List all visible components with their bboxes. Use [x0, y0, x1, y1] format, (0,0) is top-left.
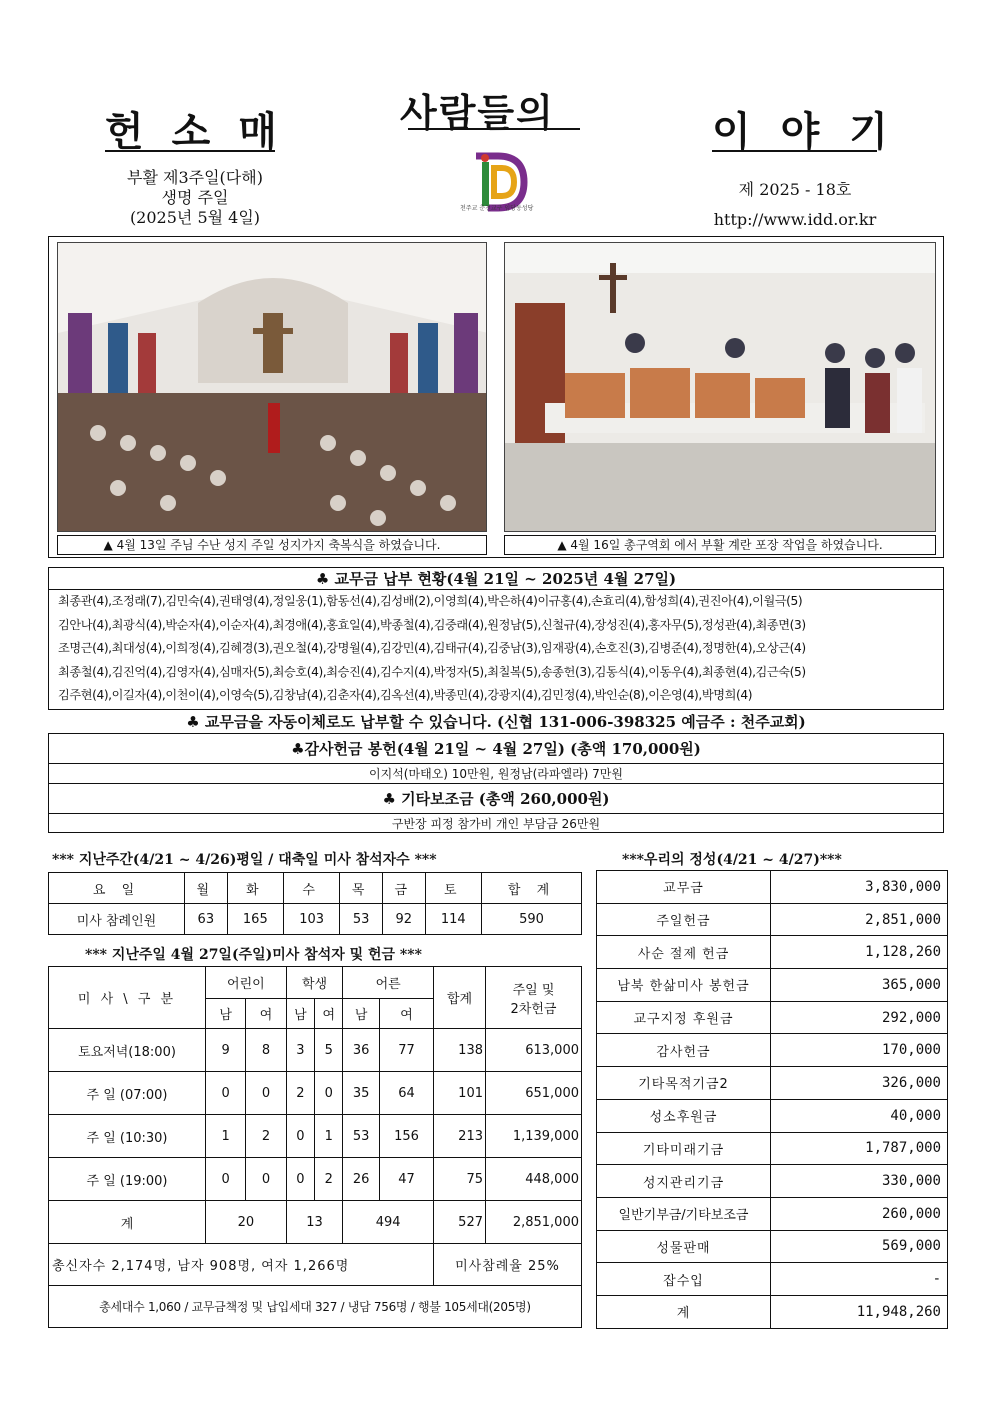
weekday-title: *** 지난주간(4/21 ~ 4/26)평일 / 대축일 미사 참석자수 ***	[52, 852, 437, 868]
table-row	[49, 1201, 582, 1244]
etc-subsidy-title: ♣ 기타보조금 (총액 260,000원)	[49, 784, 943, 814]
count-cell: 0	[206, 1072, 246, 1115]
count-cell: 0	[286, 1158, 314, 1201]
offering-amount: 365,000	[771, 969, 948, 1002]
offerings-table	[596, 870, 948, 1329]
count-cell: 47	[380, 1158, 434, 1201]
dues-line: 최종관(4),조정래(7),김민숙(4),권태영(4),정일웅(1),함동선(4),김성배(2),이영희(4),박은하(4)이규홍(4),손효리(4),함성희(4),권진아(4),이월극(5)	[58, 594, 803, 608]
masthead-left-title: 헌소매	[105, 108, 305, 155]
offering-header-line: 2차헌금	[510, 1001, 557, 1017]
dues-line: 조명근(4),최대성(4),이희정(4),김혜경(3),권오철(4),강명월(4),김강민(4),김태규(4),김중남(3),임재광(4),손호진(3),김병준(4),정명한(4),오상근(4)	[58, 641, 806, 655]
header-cell: 목	[340, 873, 383, 904]
mass-name: 주 일 (10:30)	[49, 1115, 206, 1158]
total-cell: 75	[434, 1158, 486, 1201]
total-cell: 138	[434, 1029, 486, 1072]
header-cell: 화	[227, 873, 283, 904]
offering-amount: 260,000	[771, 1197, 948, 1230]
offering-item: 잡수입	[597, 1263, 771, 1296]
count-cell: 0	[315, 1072, 343, 1115]
offering-cell: 613,000	[486, 1029, 582, 1072]
value-cell: 53	[340, 904, 383, 935]
count-cell: 26	[343, 1158, 380, 1201]
value-cell: 92	[382, 904, 425, 935]
count-cell: 0	[286, 1115, 314, 1158]
count-cell: 9	[206, 1029, 246, 1072]
dues-line: 김주현(4),이길자(4),이천이(4),이영숙(5),김창남(4),김춘자(4),김옥선(4),박종민(4),강광지(4),김민정(4),박인순(8),이은영(4),박명희(4)	[58, 688, 753, 702]
offering-header	[486, 967, 582, 1029]
table-row	[49, 1244, 582, 1286]
offering-item: 성지관리기금	[597, 1165, 771, 1198]
mass-name: 주 일 (07:00)	[49, 1072, 206, 1115]
offering-header-line: 주일 및	[512, 982, 555, 998]
photo-panel	[48, 236, 944, 558]
title-underline	[105, 150, 275, 152]
count-cell: 53	[343, 1115, 380, 1158]
thanks-offering-box	[48, 733, 944, 833]
egg-packing-photo	[504, 242, 936, 532]
table-row	[597, 1263, 948, 1296]
auto-transfer-note: ♣ 교무금을 자동이체로도 납부할 수 있습니다. (신협 131-006-398325 예금주 : 천주교회)	[186, 713, 806, 731]
parish-logo	[458, 148, 542, 212]
offering-amount: 1,787,000	[771, 1132, 948, 1165]
count-cell: 36	[343, 1029, 380, 1072]
count-cell: 2	[246, 1115, 286, 1158]
dues-title: ♣ 교무금 납부 현황(4월 21일 ~ 2025년 4월 27일)	[49, 568, 943, 590]
female-header: 여	[315, 999, 343, 1029]
header-cell: 요 일	[49, 873, 185, 904]
offering-amount: 1,128,260	[771, 936, 948, 969]
masthead-right-title: 이야기	[712, 108, 918, 155]
offering-amount: 3,830,000	[771, 871, 948, 904]
header-cell: 수	[283, 873, 339, 904]
table-row	[49, 1115, 582, 1158]
male-header: 남	[286, 999, 314, 1029]
offering-amount: 292,000	[771, 1001, 948, 1034]
count-cell: 2	[286, 1072, 314, 1115]
offering-item: 일반기부금/기타보조금	[597, 1197, 771, 1230]
value-cell: 165	[227, 904, 283, 935]
header-cell: 합 계	[482, 873, 582, 904]
offering-cell: 651,000	[486, 1072, 582, 1115]
offering-amount: -	[771, 1263, 948, 1296]
left-photo-caption: ▲ 4월 13일 주님 수난 성지 주일 성지가지 축복식을 하였습니다.	[57, 535, 487, 555]
offering-item: 교무금	[597, 871, 771, 904]
table-row	[597, 871, 948, 904]
weekday-attendance-table	[48, 872, 582, 935]
table-row	[597, 1165, 948, 1198]
count-cell: 35	[343, 1072, 380, 1115]
table-row	[49, 873, 582, 904]
etc-subsidy-detail: 구반장 피정 참가비 개인 부담금 26만원	[391, 817, 601, 831]
mass-name: 주 일 (19:00)	[49, 1158, 206, 1201]
offering-total-amount: 11,948,260	[771, 1295, 948, 1328]
count-cell: 5	[315, 1029, 343, 1072]
offering-item: 기타미래기금	[597, 1132, 771, 1165]
table-row	[49, 904, 582, 935]
offering-item: 사순 절제 헌금	[597, 936, 771, 969]
table-row	[49, 1072, 582, 1115]
value-cell: 590	[482, 904, 582, 935]
liturgy-theme: 생명 주일	[161, 188, 229, 207]
group-header: 어린이	[206, 967, 287, 999]
female-header: 여	[380, 999, 434, 1029]
table-row	[597, 1099, 948, 1132]
offerings-title: ***우리의 정성(4/21 ~ 4/27)***	[622, 852, 842, 868]
offering-item: 감사헌금	[597, 1034, 771, 1067]
table-row	[597, 1001, 948, 1034]
church-blessing-photo	[57, 242, 487, 532]
header-cell: 월	[185, 873, 228, 904]
offering-amount: 569,000	[771, 1230, 948, 1263]
offering-item: 교구지정 후원금	[597, 1001, 771, 1034]
value-cell: 103	[283, 904, 339, 935]
website-url[interactable]: http://www.idd.or.kr	[713, 210, 877, 229]
offering-item: 기타목적기금2	[597, 1067, 771, 1100]
offering-item: 성물판매	[597, 1230, 771, 1263]
table-row	[597, 1230, 948, 1263]
believers-count: 총신자수 2,174명, 남자 908명, 여자 1,266명	[49, 1244, 434, 1286]
sum-adults: 494	[343, 1201, 434, 1244]
liturgy-date: (2025년 5월 4일)	[129, 208, 261, 227]
thanks-title: ♣감사헌금 봉헌(4월 21일 ~ 4월 27일) (총액 170,000원)	[49, 734, 943, 764]
group-header: 학생	[286, 967, 343, 999]
offering-amount: 40,000	[771, 1099, 948, 1132]
offering-amount: 2,851,000	[771, 903, 948, 936]
issue-number: 제 2025 - 18호	[738, 180, 852, 199]
offering-amount: 170,000	[771, 1034, 948, 1067]
offering-total-label: 계	[597, 1295, 771, 1328]
title-underline	[408, 128, 580, 130]
total-cell: 213	[434, 1115, 486, 1158]
count-cell: 156	[380, 1115, 434, 1158]
table-row	[49, 1158, 582, 1201]
count-cell: 8	[246, 1029, 286, 1072]
count-cell: 64	[380, 1072, 434, 1115]
dues-line: 김안나(4),최광식(4),박순자(4),이순자(4),최경애(4),홍효일(4),박종철(4),김중래(4),원정남(5),신철규(4),장성진(4),홍자무(5),정성관(4),최종면(3)	[58, 617, 806, 632]
table-row	[597, 1197, 948, 1230]
table-row	[49, 1029, 582, 1072]
sunday-title: *** 지난주일 4월 27일(주일)미사 참석자 및 헌금 ***	[85, 947, 422, 963]
issue-info	[690, 175, 900, 235]
mass-attendance-rate: 미사참례율 25%	[434, 1244, 582, 1286]
offering-item: 주일헌금	[597, 903, 771, 936]
female-header: 여	[246, 999, 286, 1029]
table-row	[597, 936, 948, 969]
logo-text: 천주교 춘천교구 임당동성당	[460, 205, 534, 212]
sum-offering: 2,851,000	[486, 1201, 582, 1244]
table-row	[49, 1286, 582, 1328]
household-stats: 총세대수 1,060 / 교무금책정 및 납입세대 327 / 냉담 756명 / 행불 105세대(205명)	[49, 1286, 582, 1328]
header-cell: 토	[425, 873, 481, 904]
thanks-detail: 이지석(마태오) 10만원, 원정남(라파엘라) 7만원	[49, 764, 943, 784]
table-row	[597, 969, 948, 1002]
count-cell: 0	[246, 1072, 286, 1115]
sunday-mass-table	[48, 966, 582, 1328]
total-header: 합계	[434, 967, 486, 1029]
table-row	[49, 967, 582, 999]
value-cell: 114	[425, 904, 481, 935]
liturgy-info	[100, 168, 290, 228]
sum-label: 계	[49, 1201, 206, 1244]
group-header: 어른	[343, 967, 434, 999]
offering-item: 성소후원금	[597, 1099, 771, 1132]
count-cell: 77	[380, 1029, 434, 1072]
dues-line: 최종철(4),김진억(4),김영자(4),심매자(5),최승호(4),최승진(4),김수지(4),박정자(5),최칠복(5),송종헌(3),김동식(4),이동우(4),최종현(4),김근숙(5)	[58, 664, 806, 679]
offering-cell: 448,000	[486, 1158, 582, 1201]
mass-name: 토요저녁(18:00)	[49, 1029, 206, 1072]
value-cell: 63	[185, 904, 228, 935]
liturgy-week: 부활 제3주일(다해)	[127, 168, 263, 187]
masthead-center-title: 사람들의	[400, 90, 555, 135]
offering-cell: 1,139,000	[486, 1115, 582, 1158]
table-row	[597, 1132, 948, 1165]
sum-total: 527	[434, 1201, 486, 1244]
table-row	[597, 1295, 948, 1328]
count-cell: 1	[315, 1115, 343, 1158]
table-row	[597, 1034, 948, 1067]
corner-header: 미 사 \ 구 분	[49, 967, 206, 1029]
count-cell: 1	[206, 1115, 246, 1158]
offering-amount: 326,000	[771, 1067, 948, 1100]
count-cell: 3	[286, 1029, 314, 1072]
offering-amount: 330,000	[771, 1165, 948, 1198]
count-cell: 0	[206, 1158, 246, 1201]
header-cell: 금	[382, 873, 425, 904]
dues-status-box	[48, 567, 944, 710]
row-label: 미사 참례인원	[49, 904, 185, 935]
male-header: 남	[206, 999, 246, 1029]
right-photo-caption: ▲ 4월 16일 총구역회 에서 부활 계란 포장 작업을 하였습니다.	[504, 535, 936, 555]
table-row	[597, 1067, 948, 1100]
count-cell: 0	[246, 1158, 286, 1201]
count-cell: 2	[315, 1158, 343, 1201]
total-cell: 101	[434, 1072, 486, 1115]
title-underline	[712, 150, 877, 152]
sum-students: 13	[286, 1201, 343, 1244]
male-header: 남	[343, 999, 380, 1029]
offering-item: 남북 한삶미사 봉헌금	[597, 969, 771, 1002]
table-row	[597, 903, 948, 936]
sum-kids: 20	[206, 1201, 287, 1244]
